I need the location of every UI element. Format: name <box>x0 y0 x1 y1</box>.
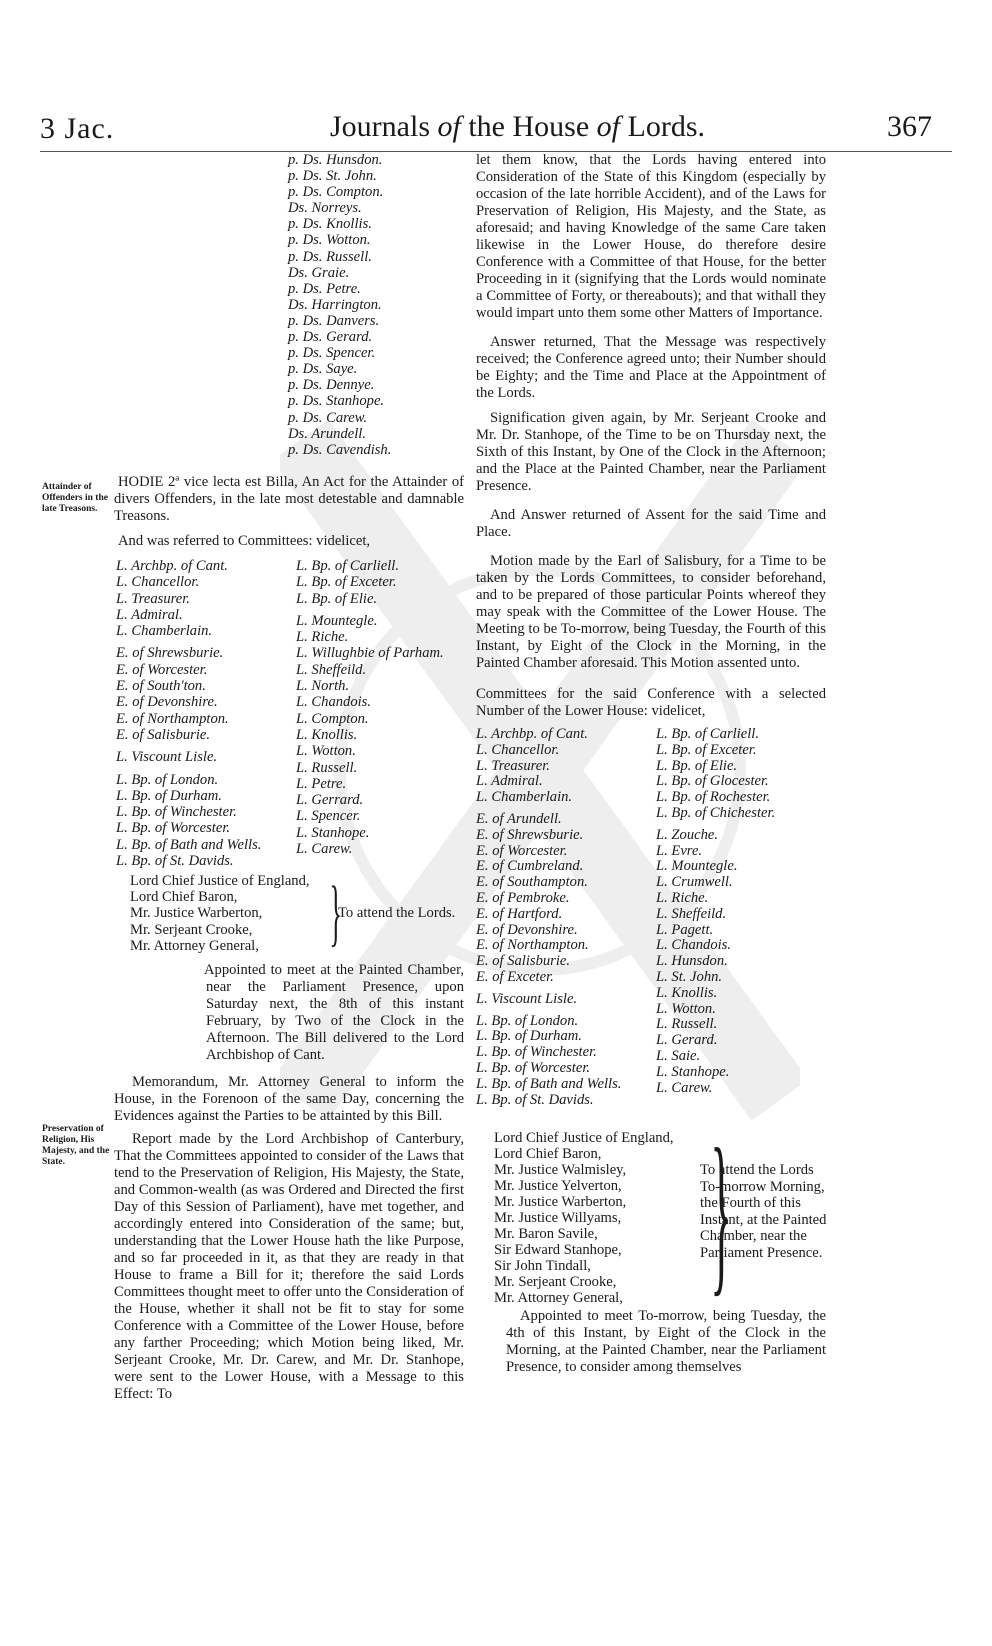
conference-committee-member: L. Russell. <box>656 1016 718 1033</box>
attendance-entry: p. Ds. Compton. <box>288 184 384 201</box>
report-paragraph: Report made by the Lord Archbishop of Canterbury, That the Committees appointed to consider of the Laws that tend to the Preservation of Religion, His Majesty, the State, and Common-wealth (as was Ordered and Directed the first Day of this Session of Parliament), have met together, and accordingly entered into Consideration of the same; but, understanding that the Lower House hath the like Purpose, and so far proceeded in it, as that they are ready in that House to frame a Bill for it; therefore the said Lords Committees thought meet to offer unto the Consideration of the House, whether it shall not be fit to stay for some Conference with a Committee of the Lower House, before any farther Proceeding; which Motion being liked, Mr. Serjeant Crooke, Mr. Dr. Carew, and Mr. Dr. Stanhope, were sent to the Lower House, with a Message to this Effect: To <box>114 1131 464 1402</box>
attendance-entry: p. Ds. Knollis. <box>288 216 372 233</box>
committee-member: L. Bp. of Worcester. <box>116 820 231 837</box>
committee-member: L. Knollis. <box>296 726 358 743</box>
committee-member: L. Willughbie of Parham. <box>296 645 444 662</box>
committee-list-2 <box>296 558 444 857</box>
committee-member: L. Petre. <box>296 775 347 792</box>
conference-committee-member: L. St. John. <box>656 968 723 985</box>
conference-committee-member: L. Zouche. <box>656 826 719 843</box>
conference-committee-member: L. Bp. of Winchester. <box>476 1044 597 1061</box>
conference-attendant-entry: Mr. Attorney General, <box>494 1290 623 1306</box>
committee-member: L. Compton. <box>296 710 369 727</box>
conference-appointed <box>476 1308 826 1376</box>
committee-member: E. of South'ton. <box>116 678 206 695</box>
conference-committee-member: L. Bp. of Carliell. <box>656 726 759 742</box>
attendant-entry: Lord Chief Justice of England, <box>130 873 310 889</box>
attendance-entry: Ds. Norreys. <box>288 200 362 217</box>
conference-committee-member: L. Pagett. <box>656 921 714 938</box>
committee-member: L. Treasurer. <box>116 590 190 607</box>
attendants-brace: } <box>329 872 342 954</box>
conference-committee-member: L. Bp. of Worcester. <box>476 1059 591 1076</box>
conference-attendant-entry: Sir John Tindall, <box>494 1258 591 1274</box>
conference-committee-member: L. Bp. of Durham. <box>476 1028 582 1045</box>
attendance-entry: Ds. Harrington. <box>288 296 382 313</box>
referred-line: And was referred to Committees: videlicet, <box>118 533 371 549</box>
committee-member: L. Chandois. <box>296 694 372 711</box>
signification-paragraph: Signification given again, by Mr. Serjeant Crooke and Mr. Dr. Stanhope, of the Time to be on Thursday next, the Sixth of this Instant, by One of the Clock in the Afternoon; and the Place at the Painted Chamber, near the Parliament Presence. <box>476 410 826 494</box>
conference-committee-member: L. Hunsdon. <box>656 953 728 970</box>
conference-attendant-entry: Lord Chief Baron, <box>494 1146 602 1162</box>
committee-member: L. Bp. of Bath and Wells. <box>116 836 262 853</box>
attendance-entry: p. Ds. Stanhope. <box>288 393 385 410</box>
conference-committee-member: L. Bp. of Elie. <box>656 757 738 774</box>
conference-committee-member: L. Evre. <box>656 842 703 859</box>
attendant-entry: Mr. Justice Warberton, <box>130 905 263 922</box>
attendance-entry: p. Ds. Dennye. <box>288 377 375 394</box>
conference-committee-member: E. of Hartford. <box>476 905 563 922</box>
committee-member: E. of Salisburie. <box>116 726 211 743</box>
committee-member: E. of Shrewsburie. <box>116 645 224 662</box>
attendance-entry: p. Ds. Petre. <box>288 280 361 297</box>
conference-committee-member: E. of Worcester. <box>476 842 568 859</box>
conference-committee-member: L. Admiral. <box>476 773 543 790</box>
committee-member: L. Wotton. <box>296 743 356 760</box>
conference-committee-member: E. of Pembroke. <box>476 889 570 906</box>
committee-list-1 <box>116 558 261 869</box>
committee-member: L. Spencer. <box>296 808 361 825</box>
attendant-entry: Mr. Attorney General, <box>130 937 259 954</box>
page-number: 367 <box>887 110 932 143</box>
conference-committee-member: E. of Cumbreland. <box>476 858 584 875</box>
conference-committees-heading: Committees for the said Conference with a selected Number of the Lower House: videlicet, <box>476 686 826 719</box>
conference-committee-member: E. of Salisburie. <box>476 953 571 970</box>
conference-committee-member: L. Bp. of St. Davids. <box>476 1091 594 1108</box>
header-title: Journals of the House of Lords. <box>330 110 705 143</box>
conference-committee-member: L. Archbp. of Cant. <box>476 726 588 742</box>
committee-member: E. of Worcester. <box>116 661 208 678</box>
conference-committee-member: E. of Northampton. <box>476 937 589 954</box>
message-paragraph: let them know, that the Lords having entered into Consideration of the State of this Kingdom (especially by occasion of the late horrible Accident), and of the Laws for Preservation of Religion, His Majesty, and the State, as aforesaid; and having Knowledge of the same Care taken likewise in the Lower House, do therefore desire Conference with a Committee of that House, for the better Proceeding in it (signifying that the Lords would nominate a Committee of Forty, or thereabouts); and that withall they would impart unto them some other Matters of Importance. <box>476 152 826 321</box>
committee-member: L. Bp. of London. <box>116 771 219 788</box>
conference-committee-member: E. of Arundell. <box>476 810 562 827</box>
attendance-entry: p. Ds. Danvers. <box>288 312 380 329</box>
committee-member: L. Bp. of St. Davids. <box>116 853 234 870</box>
conference-attendant-entry: Mr. Justice Walmisley, <box>494 1162 627 1178</box>
committee-member: L. Bp. of Elie. <box>296 590 378 607</box>
committee-member: L. Bp. of Exceter. <box>296 574 397 591</box>
committee-member: L. North. <box>296 678 350 695</box>
committee-member: L. Admiral. <box>116 606 183 623</box>
committee-member: L. Russell. <box>296 759 358 776</box>
conference-committee-member: L. Chancellor. <box>476 741 560 758</box>
left-column <box>114 474 464 550</box>
conference-attendant-entry: Lord Chief Justice of England, <box>494 1130 674 1146</box>
attendance-entry: p. Ds. St. John. <box>288 168 377 185</box>
motion-paragraph: Motion made by the Earl of Salisbury, for a Time to be taken by the Lords Committees, to consider beforehand, and to be prepared of those particular Points whereof they may speak with the Committee of the Lower House. The Meeting to be To-morrow, being Tuesday, the Fourth of this Instant, by Eight of the Clock in the Morning, in the Painted Chamber aforesaid. This Motion assented unto. <box>476 553 826 671</box>
conference-committee-member: E. of Exceter. <box>476 968 554 985</box>
attendance-entry: p. Ds. Gerard. <box>288 329 373 346</box>
attendance-entry: p. Ds. Carew. <box>288 409 368 426</box>
conference-attendant-entry: Mr. Justice Yelverton, <box>494 1178 622 1194</box>
attendant-entry: Lord Chief Baron, <box>130 889 238 906</box>
committee-member: L. Bp. of Carliell. <box>296 558 399 574</box>
committee-member: L. Viscount Lisle. <box>116 749 218 766</box>
conference-committee-member: L. Chamberlain. <box>476 789 573 806</box>
conference-committee-member: L. Riche. <box>656 889 709 906</box>
conference-committee-member: L. Bp. of Glocester. <box>656 773 769 790</box>
attendance-entry: Ds. Graie. <box>288 264 350 281</box>
conference-committee-member: L. Bp. of Rochester. <box>656 789 771 806</box>
conference-committee-member: L. Treasurer. <box>476 757 550 774</box>
conference-committee-member: E. of Southampton. <box>476 874 588 891</box>
conference-attendants-list <box>494 1130 674 1306</box>
conference-committee-member: L. Bp. of Bath and Wells. <box>476 1075 622 1092</box>
conference-committee-member: L. Stanhope. <box>656 1063 730 1080</box>
committee-member: E. of Northampton. <box>116 710 229 727</box>
conference-committee-member: L. Saie. <box>656 1047 701 1064</box>
conference-committee-list-1 <box>476 727 621 1108</box>
conference-committee-member: L. Gerard. <box>656 1032 718 1049</box>
attendance-entry: p. Ds. Hunsdon. <box>288 152 383 168</box>
conference-attendant-entry: Mr. Justice Warberton, <box>494 1194 627 1210</box>
attend-label: To attend the Lords. <box>338 905 456 921</box>
committee-member: L. Mountegle. <box>296 612 378 629</box>
left-lower <box>114 962 464 1403</box>
conference-committee-member: L. Carew. <box>656 1079 713 1096</box>
committee-member: L. Riche. <box>296 629 349 646</box>
conference-attendant-entry: Mr. Justice Willyams, <box>494 1210 622 1226</box>
committee-member: L. Bp. of Winchester. <box>116 804 237 821</box>
attendance-entry: p. Ds. Russell. <box>288 248 372 265</box>
conference-committee-member: L. Bp. of Exceter. <box>656 741 757 758</box>
committee-member: L. Archbp. of Cant. <box>116 558 228 574</box>
committee-member: E. of Devonshire. <box>116 694 218 711</box>
right-column <box>476 152 826 720</box>
committee-member: L. Chamberlain. <box>116 623 213 640</box>
answer-paragraph: Answer returned, That the Message was respectively received; the Conference agreed unto; their Number should be Eighty; and the Time and Place at the Appointment of the Lords. <box>476 334 826 401</box>
attendance-list <box>288 152 391 458</box>
hodie-paragraph: HODIE 2ª vice lecta est Billa, An Act for the Attainder of divers Offenders, in the late most detestable and damnable Treasons. <box>114 474 464 524</box>
margin-note-attainder: Attainder of Offenders in the late Treasons. <box>42 482 108 514</box>
conference-attendants-brace: } <box>710 1112 733 1311</box>
conference-committee-member: E. of Shrewsburie. <box>476 826 584 843</box>
attendance-entry: p. Ds. Saye. <box>288 361 358 378</box>
conference-attendant-entry: Mr. Baron Savile, <box>494 1226 598 1242</box>
attendant-entry: Mr. Serjeant Crooke, <box>130 921 253 938</box>
committee-member: L. Bp. of Durham. <box>116 787 222 804</box>
attendance-entry: p. Ds. Cavendish. <box>288 441 392 458</box>
attendants-list <box>130 873 310 954</box>
conference-appointed-paragraph: Appointed to meet To-morrow, being Tuesday, the 4th of this Instant, by Eight of the Clock in the Morning, at the Painted Chamber, near the Parliament Presence, to consider among themselves <box>506 1308 826 1375</box>
attendance-entry: Ds. Arundell. <box>288 425 366 442</box>
committee-member: L. Stanhope. <box>296 824 370 841</box>
conference-attendant-entry: Sir Edward Stanhope, <box>494 1242 622 1258</box>
conference-committee-member: L. Bp. of London. <box>476 1012 579 1029</box>
margin-note-preservation: Preservation of Religion, His Majesty, and the State. <box>42 1124 110 1167</box>
committee-member: L. Chancellor. <box>116 574 200 591</box>
conference-committee-member: L. Viscount Lisle. <box>476 990 578 1007</box>
conference-committee-member: L. Crumwell. <box>656 874 733 891</box>
conference-attend-label: To attend the Lords To-morrow Morning, the Fourth of this Instant, at the Painted Chamber, near the Parliament Presence. <box>700 1162 827 1261</box>
conference-committee-member: E. of Devonshire. <box>476 921 578 938</box>
committee-member: L. Gerrard. <box>296 792 364 809</box>
committee-member: L. Carew. <box>296 841 353 858</box>
committee-member: L. Sheffeild. <box>296 661 367 678</box>
conference-committee-member: L. Chandois. <box>656 937 732 954</box>
conference-committee-member: L. Bp. of Chichester. <box>656 804 776 821</box>
attendance-entry: p. Ds. Spencer. <box>288 345 376 362</box>
attendance-entry: p. Ds. Wotton. <box>288 232 371 249</box>
conference-committee-member: L. Sheffeild. <box>656 905 727 922</box>
assent-paragraph: And Answer returned of Assent for the said Time and Place. <box>476 507 826 540</box>
header-regnal-year: 3 Jac. <box>40 112 115 145</box>
conference-committee-list-2 <box>656 727 775 1096</box>
conference-committee-member: L. Mountegle. <box>656 858 738 875</box>
conference-committee-member: L. Wotton. <box>656 1000 716 1017</box>
memorandum-paragraph: Memorandum, Mr. Attorney General to inform the House, in the Forenoon of the same Day, concerning the Evidences against the Parties to be attainted by this Bill. <box>114 1074 464 1124</box>
appointed-paragraph: Appointed to meet at the Painted Chamber, near the Parliament Presence, upon Saturday next, the 8th of this instant February, by Two of the Clock in the Afternoon. The Bill delivered to the Lord Archbishop of Cant. <box>204 962 464 1063</box>
conference-attendant-entry: Mr. Serjeant Crooke, <box>494 1274 617 1290</box>
conference-committee-member: L. Knollis. <box>656 984 718 1001</box>
